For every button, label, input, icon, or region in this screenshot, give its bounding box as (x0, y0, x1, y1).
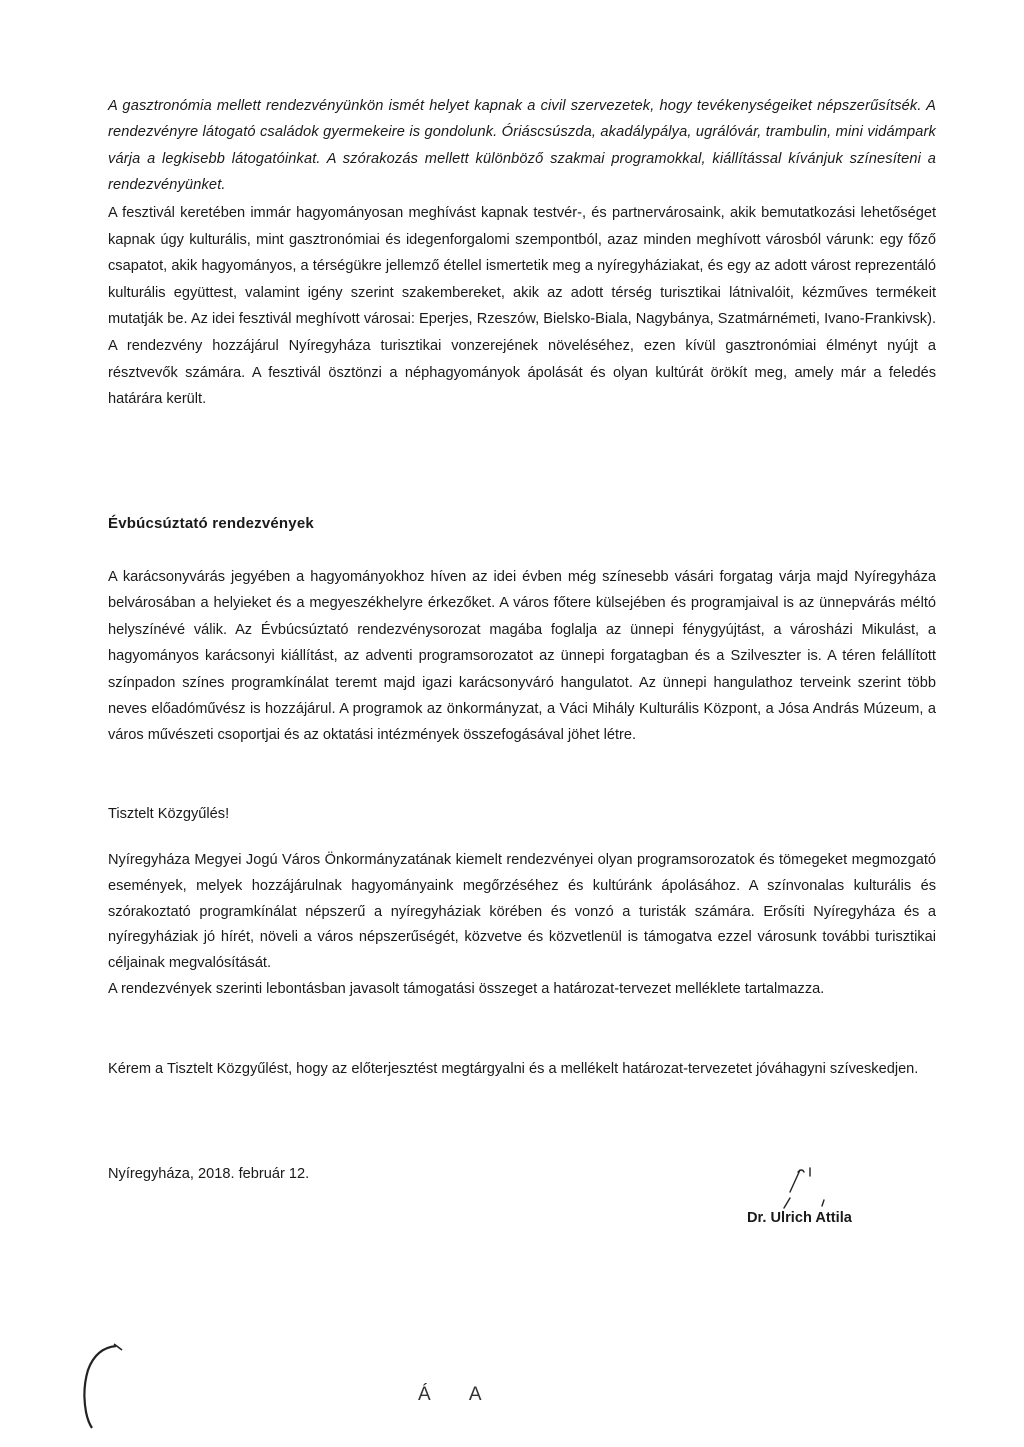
festival-paragraph: A fesztivál keretében immár hagyományosan meghívást kapnak testvér-, és partnervárosaink, akik bemutatkozási lehetőséget kapnak úgy kulturális, mint gasztronómiai és idegenforgalomi szempontból, azaz minden meghívott városból várunk: egy főző csapatot, akik hagyományos, a térségükre jellemző étellel ismertetik meg a nyíregyháziakat, és egy az adott várost reprezentáló kulturális együttest, valamint igény szerint szakembereket, akik az adott térség turisztikai látnivalóit, kézműves termékeit mutatják be. Az idei fesztivál meghívott városai: Eperjes, Rzeszów, Bielsko-Biala, Nagybánya, Szatmárnémeti, Ivano-Frankivsk). A rendezvény hozzájárul Nyíregyháza turisztikai vonzerejének növeléséhez, ezen kívül gasztronómiai élményt nyújt a résztvevők számára. A fesztivál ösztönzi a néphagyományok ápolását és olyan kultúrát örökít meg, amely már a feledés határára került. (108, 205, 936, 408)
section-heading: Évbúcsúztató rendezvények (108, 515, 314, 532)
conclusion-block (108, 848, 936, 1003)
footer-stamp-letters: Á A (418, 1384, 484, 1405)
intro-paragraph: A gasztronómia mellett rendezvényünkön ismét helyet kapnak a civil szervezetek, hogy tevékenységeiket népszerűsítsék. A rendezvényre látogató családok gyermekeire is gondolunk. Óriáscsúszda, akadálypálya, ugrálóvár, trambulin, mini vidámpark várja a legkisebb látogatóinkat. A szórakozás mellett különböző szakmai programokkal, kiállítással kívánjuk színesíteni a rendezvényünket. (108, 98, 936, 194)
conclusion-paragraph: Nyíregyháza Megyei Jogú Város Önkormányzatának kiemelt rendezvényei olyan programsorozatok és tömegeket megmozgató események, melyek hozzájárulnak hagyományaink megőrzéséhez és kultúránk ápolásához. A színvonalas kulturális és szórakoztató programkínálat népszerű a nyíregyháziak körében és vonzó a turisták számára. Erősíti Nyíregyháza és a nyíregyháziak jó hírét, növeli a város népszerűségét, közvetve és közvetlenül is támogatva ezzel városunk további turisztikai céljainak megvalósítását. (108, 852, 936, 972)
request-paragraph: Kérem a Tisztelt Közgyűlést, hogy az előterjesztést megtárgyalni és a mellékelt határozat-tervezetet jóváhagyni szíveskedjen. (108, 1061, 919, 1077)
stamp-fragment (78, 1340, 126, 1430)
signer-name: Dr. Ulrich Attila (747, 1210, 852, 1226)
place-date-line: Nyíregyháza, 2018. február 12. (108, 1166, 310, 1182)
greeting-line: Tisztelt Közgyűlés! (108, 806, 230, 822)
signature-mark (776, 1158, 836, 1210)
conclusion-paragraph-2: A rendezvények szerinti lebontásban javasolt támogatási összeget a határozat-tervezet melléklete tartalmazza. (108, 980, 825, 997)
new-year-paragraph: A karácsonyvárás jegyében a hagyományokhoz híven az idei évben még színesebb vásári forgatag várja majd Nyíregyháza belvárosában a helyieket és a megyeszékhelyre érkezőket. A város főtere külsejében és programjaival is az ünnepvárás méltó helyszínévé válik. Az Évbúcsúztató rendezvénysorozat magába foglalja az ünnepi fénygyújtást, a városházi Mikulást, a hagyományos karácsonyi kiállítást, az adventi programsorozatot az ünnepi forgatagban és a Szilveszter is. A téren felállított színpadon színes programkínálat teremt majd igazi karácsonyváró hangulatot. Az ünnepi hangulathoz terveink szerint több neves előadóművész is hozzájárul. A programok az önkormányzat, a Váci Mihály Kulturális Központ, a Jósa András Múzeum, a város művészeti csoportjai és az oktatási intézmények összefogásával jöhet létre. (108, 569, 936, 744)
